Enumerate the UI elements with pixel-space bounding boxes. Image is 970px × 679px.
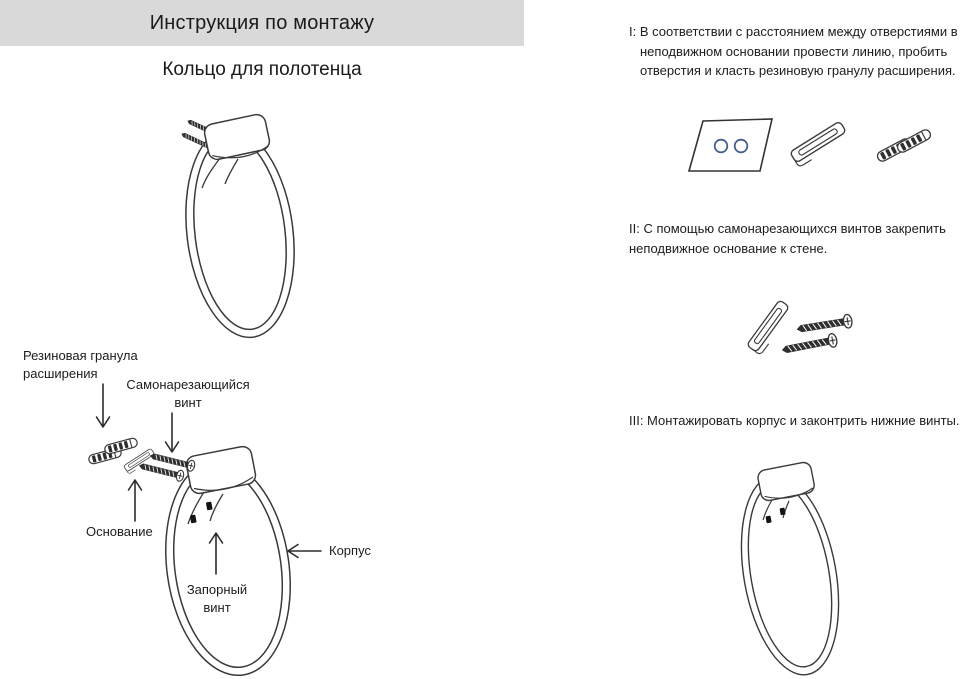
- label-rubber-granule: Резиновая гранула расширения: [23, 348, 138, 381]
- arrow-self-tapping-screw: [166, 413, 179, 452]
- step-2-figure: [735, 290, 865, 360]
- label-locking-screw: Запорный винт: [186, 582, 248, 615]
- label-body: Корпус: [329, 543, 371, 558]
- arrow-body: [288, 545, 321, 558]
- step-1-figure: [660, 105, 960, 185]
- arrow-rubber-granule: [97, 384, 110, 427]
- label-self-tapping-screw: Самонарезающийся винт: [126, 377, 250, 410]
- label-base: Основание: [86, 524, 153, 539]
- wall-panel: [689, 119, 772, 171]
- step-1-text: I: В соответствии с расстоянием между отверстиями в неподвижном основании провести линию, пробить отверстия и класть резиновую гранулу расширения.: [629, 24, 958, 78]
- title-bar: [0, 0, 524, 46]
- product-subtitle: Кольцо для полотенца: [162, 59, 362, 80]
- step-2-text: II: С помощью самонарезающихся винтов закрепить неподвижное основание к стене.: [629, 221, 946, 256]
- page-title: Инструкция по монтажу: [149, 11, 375, 34]
- towel-ring-overview-figure: [150, 95, 355, 350]
- step-3-text: III: Монтажировать корпус и законтрить нижние винты.: [629, 413, 960, 428]
- step-3-figure: [735, 455, 850, 679]
- arrow-base: [129, 480, 142, 521]
